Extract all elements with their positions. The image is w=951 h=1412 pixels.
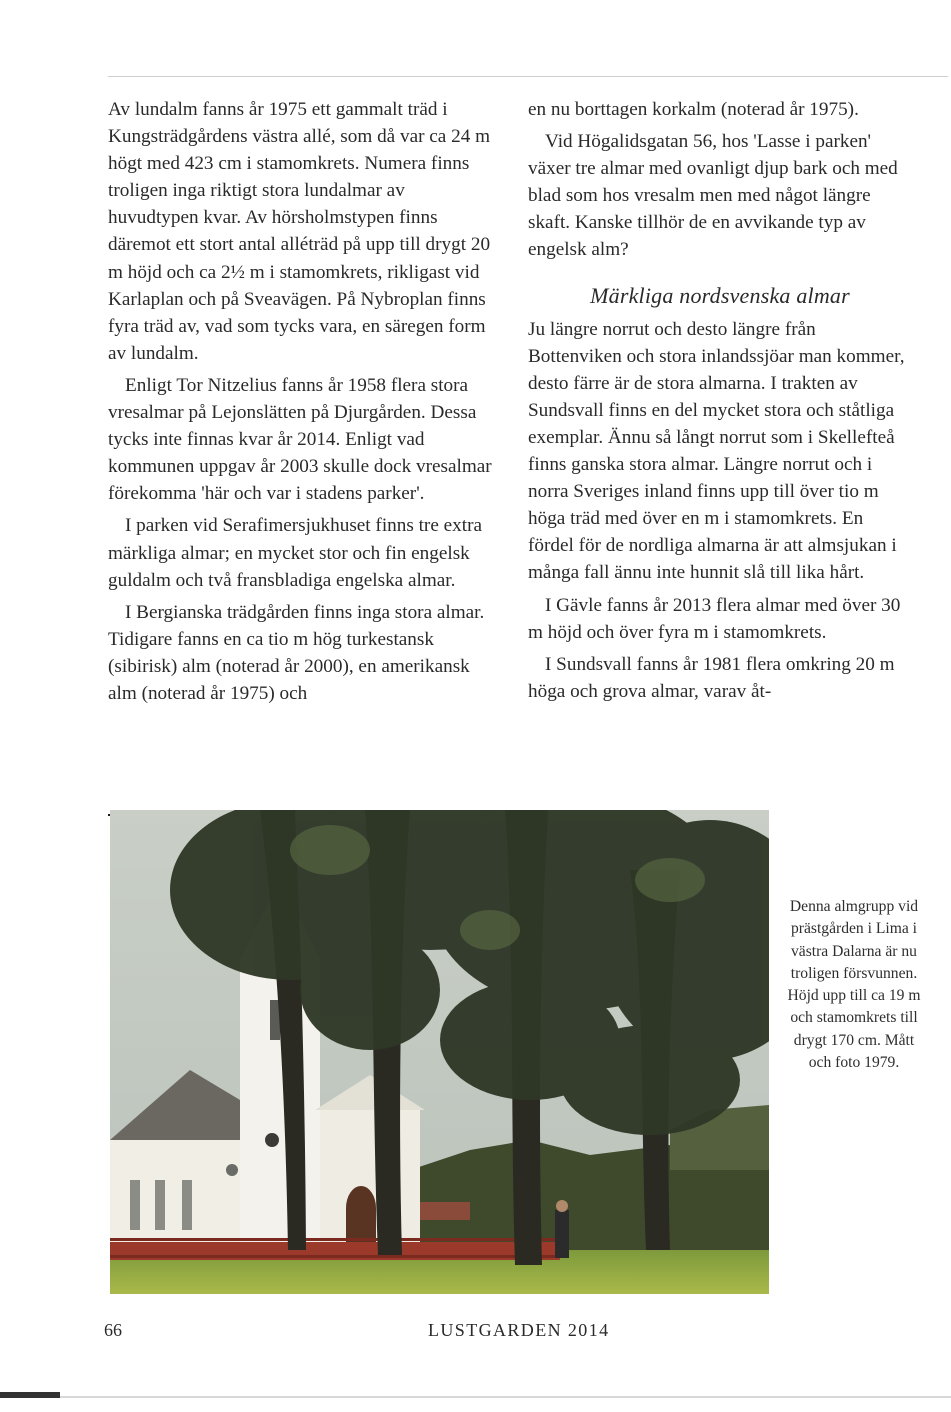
bottom-rule xyxy=(0,1396,951,1398)
page-number: 66 xyxy=(104,1320,122,1340)
paragraph: en nu borttagen korkalm (noterad år 1975). xyxy=(528,99,859,120)
left-column xyxy=(108,96,500,712)
paragraph: Av lundalm fanns år 1975 ett gammalt träd i Kungsträdgårdens västra allé, som då var ca 24 m högt med 423 cm i stamomkrets. Numera finns troligen inga riktigt stora lundalmar av huvudtypen kvar. Av hörsholmstypen finns däremot ett stort antal alléträd på upp till drygt 20 m höjd och ca 2½ m i stamomkrets, rikligast vid Karlaplan och på Sveavägen. På Nybroplan finns fyra träd av, vad som tycks vara, en säregen form av lundalm. xyxy=(108,99,491,364)
paragraph: I Bergianska trädgården finns inga stora almar. Tidigare fanns en ca tio m hög turkestansk (sibirisk) alm (noterad år 2000), en amerikansk alm (noterad år 1975) och xyxy=(108,601,485,704)
paragraph: Vid Högalidsgatan 56, hos 'Lasse i parken' växer tre almar med ovanligt djup bark och med blad som hos vresalm men med något längre skaft. Kanske tillhör de en avvikande typ av engelsk alm? xyxy=(528,131,898,261)
paragraph: I Gävle fanns år 2013 flera almar med över 30 m höjd och över fyra m i stamomkrets. xyxy=(528,594,901,643)
photo-caption: Denna almgrupp vid prästgården i Lima i västra Dalarna är nu troligen försvunnen. Höjd upp till ca 19 m och stamomkrets till drygt 170 cm. Mått och foto 1979. xyxy=(787,898,921,1072)
paragraph: I Sundsvall fanns år 1981 flera omkring 20 m höga och grova almar, varav åt- xyxy=(528,653,895,702)
photo-illustration xyxy=(110,810,769,1294)
running-head: LUSTGARDEN 2014 xyxy=(428,1320,610,1340)
paragraph: I parken vid Serafimersjukhuset finns tre extra märkliga almar; en mycket stor och fin engelsk guldalm och två fransbladiga engelska almar. xyxy=(108,515,482,591)
church-elm-photo xyxy=(110,810,769,1294)
paragraph: Ju längre norrut och desto längre från Bottenviken och stora inlandssjöar man kommer, desto färre är de stora almarna. I trakten av Sundsvall finns en del mycket stora och ståtliga exemplar. Ännu så långt norrut som i Skellefteå finns ganska stora almar. Längre norrut och i norra Sveriges inland finns upp till över tio m höga träd med över en m i stamomkrets. En fördel för de nordliga almarna är att almsjukan i många fall ännu inte hunnit slå till lika hårt. xyxy=(528,318,905,584)
top-rule xyxy=(108,76,948,77)
scan-edge-mark xyxy=(0,1392,60,1398)
paragraph: Enligt Tor Nitzelius fanns år 1958 flera stora vresalmar på Lejonslätten på Djurgården. Dessa tycks inte finnas kvar år 2014. Enligt vad kommunen uppgav år 2003 skulle dock vresalmar förekomma 'här och var i stadens parker'. xyxy=(108,374,492,505)
right-column xyxy=(528,96,912,710)
section-heading: Märkliga nordsvenska almar xyxy=(590,282,850,308)
